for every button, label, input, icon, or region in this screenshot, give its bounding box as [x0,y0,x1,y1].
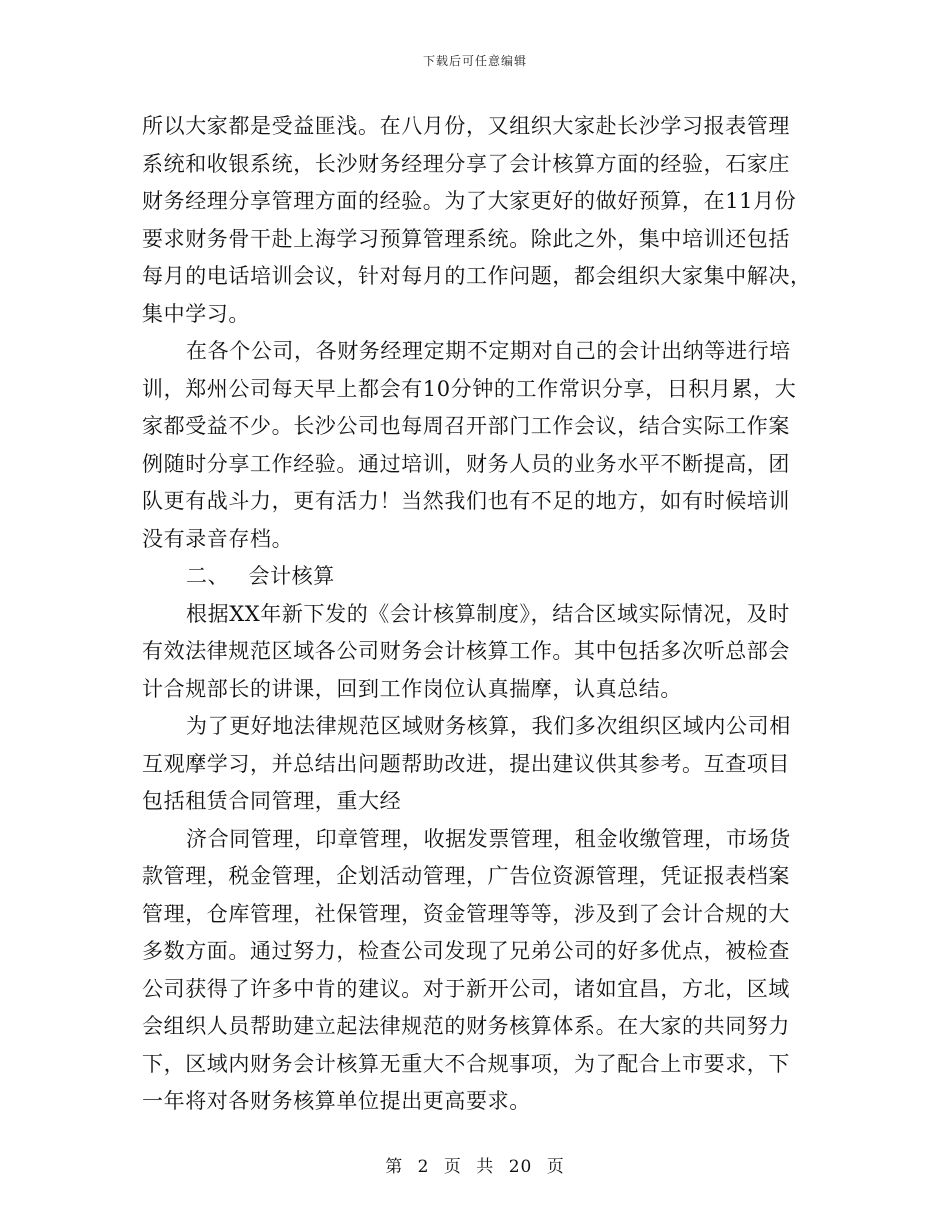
paragraph-start-line: 为了更好地法律规范区域财务核算，我们多次组织区域内公司相 [186,714,791,738]
document-body [142,108,814,1121]
text-line: 下，区域内财务会计核算无重大不合规事项，为了配合上市要求，下 [142,1051,790,1076]
text-line: 所以大家都是受益匪浅。在八月份，又组织大家赴长沙学习报表管理 [142,114,790,138]
text-line: 互观摩学习，并总结出问题帮助改进，提出建议供其参考。互查项目 [142,751,790,776]
text-line: 一年将对各财务核算单位提出更高要求。 [142,1089,531,1113]
text-line: 管理，仓库管理，社保管理，资金管理等等，涉及到了会计合规的大 [142,901,790,926]
page-number-footer: 第 2 页 共 20 页 [385,1157,565,1177]
paragraph-start-line: 在各个公司，各财务经理定期不定期对自己的会计出纳等进行培 [186,339,791,363]
text-line: 包括租赁合同管理，重大经 [142,789,402,813]
text-line: 每月的电话培训会议，针对每月的工作问题，都会组织大家集中解决， [142,264,812,288]
paragraph-start-line: 济合同管理，印章管理，收据发票管理，租金收缴管理，市场货 [186,826,791,851]
text-line: 系统和收银系统，长沙财务经理分享了会计核算方面的经验，石家庄 [142,151,790,176]
text-line: 公司获得了许多中肯的建议。对于新开公司，诸如宜昌，方北，区域 [142,976,790,1001]
text-line: 财务经理分享管理方面的经验。为了大家更好的做好预算，在11月份 [142,189,797,213]
text-line: 例随时分享工作经验。通过培训，财务人员的业务水平不断提高，团 [142,451,790,476]
page-header: 下载后可任意编辑 [422,54,527,68]
text-line: 计合规部长的讲课，回到工作岗位认真揣摩，认真总结。 [142,676,682,701]
text-line: 队更有战斗力，更有活力！当然我们也有不足的地方，如有时候培训 [142,489,790,513]
text-line: 有效法律规范区域各公司财务会计核算工作。其中包括多次听总部会 [142,639,790,663]
text-line: 没有录音存档。 [142,526,294,551]
text-line: 款管理，税金管理，企划活动管理，广告位资源管理，凭证报表档案 [142,864,790,888]
text-line: 训，郑州公司每天早上都会有10分钟的工作常识分享，日积月累，大 [142,376,797,401]
section-heading: 二、 会计核算 [186,564,335,588]
text-line: 多数方面。通过努力，检查公司发现了兄弟公司的好多优点，被检查 [142,939,790,963]
text-line: 家都受益不少。长沙公司也每周召开部门工作会议，结合实际工作案 [142,414,790,438]
text-line: 要求财务骨干赴上海学习预算管理系统。除此之外，集中培训还包括 [142,226,790,251]
paragraph-start-line: 根据XX年新下发的《会计核算制度》，结合区域实际情况，及时 [186,601,790,626]
text-line: 集中学习。 [142,301,250,326]
text-line: 会组织人员帮助建立起法律规范的财务核算体系。在大家的共同努力 [142,1014,790,1038]
